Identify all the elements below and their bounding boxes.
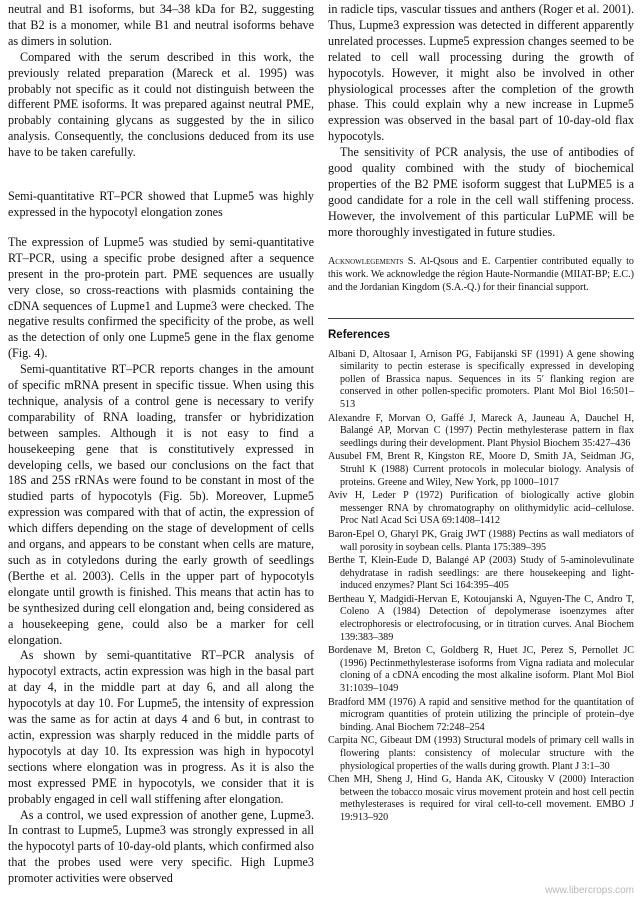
reference-item: Berthe T, Klein-Eude D, Balangé AP (2003) Study of 5-aminolevulinate dehydratase in radish seedlings: are there housekeeping and light-induced enzymes? Plant Sci 164:395–405	[328, 555, 634, 592]
paragraph: in radicle tips, vascular tissues and anthers (Roger et al. 2001). Thus, Lupme3 expression was detected in different apparently unrelated processes. Lupme5 expression changes seemed to be related to cell wall processing during the growth of hypocotyls. However, it might also be involved in other physiological processes after the completion of the growth phase. This could explain why a new increase in Lupme5 expression was observed in the basal part of 10-day-old flax hypocotyls.	[328, 2, 634, 144]
reference-item: Alexandre F, Morvan O, Gaffé J, Mareck A, Jauneau A, Dauchel H, Balangé AP, Morvan C (1997) Pectin methylesterase pattern in flax seedlings during their development. Plant Physiol Biochem 35:427–436	[328, 412, 634, 449]
section-subheading: Semi-quantitative RT–PCR showed that Lupme5 was highly expressed in the hypocotyl elongation zones	[8, 189, 314, 219]
paragraph: neutral and B1 isoforms, but 34–38 kDa for B2, suggesting that B2 is a monomer, while B1 and neutral isoforms behave as dimers in solution.	[8, 2, 314, 48]
reference-item: Albani D, Altosaar I, Arnison PG, Fabijanski SF (1991) A gene showing similarity to pectin esterase is specifically expressed in developing pollen of Brassica napus. Sequences in its 5′ flanking region are conserved in other pollen-specific promoters. Plant Mol Biol 16:501–513	[328, 348, 634, 410]
acknowledgements	[328, 255, 634, 294]
reference-list	[328, 349, 634, 825]
paragraph: As shown by semi-quantitative RT–PCR analysis of hypocotyl extracts, actin expression was high in the basal part at day 4, in the middle part at day 6, and all along the hypocotyls at day 10. For Lupme5, the intensity of expression was the same as for actin at days 4 and 6 but, in contrast to actin, expression was sharply reduced in the middle parts of hypocotyls at day 10. Its expression was high in hypocotyl sections where elongation was in progress. As it is also the most expressed PME in hypocotyls, we consider that it is probably engaged in cell wall stiffening after elongation.	[8, 648, 314, 806]
right-column	[328, 2, 634, 826]
reference-item: Ausubel FM, Brent R, Kingston RE, Moore D, Smith JA, Seidman JG, Struhl K (1988) Current protocols in molecular biology. Analysis of proteins. Greene and Wiley, New York, pp 1000–1017	[328, 451, 634, 488]
paragraph: The sensitivity of PCR analysis, the use of antibodies of good quality combined with the study of biochemical properties of the B2 PME isoform suggest that LuPME5 is a good candidate for a role in the cell wall stiffening process. However, the involvement of this particular LuPME will be more thoroughly investigated in future studies.	[328, 145, 634, 239]
reference-item: Bertheau Y, Madgidi-Hervan E, Kotoujanski A, Nguyen-The C, Andro T, Coleno A (1984) Detection of depolymerase isoenzymes after electrophoresis or electrofocusing, or in titration curves. Anal Biochem 139:383–389	[328, 593, 634, 643]
acknowledgements-heading: Acknowlegements	[328, 255, 404, 267]
left-column	[8, 2, 314, 887]
reference-item: Bradford MM (1976) A rapid and sensitive method for the quantitation of microgram quantities of protein utilizing the principle of protein–dye binding. Anal Biochem 72:248–254	[328, 696, 634, 733]
paragraph: As a control, we used expression of another gene, Lupme3. In contrast to Lupme5, Lupme3 was strongly expressed in all the hypocotyl parts of 10-day-old plants, which confirmed also that the probes used were very specific. High Lupme3 promoter activities were observed	[8, 807, 314, 886]
reference-item: Baron-Epel O, Gharyl PK, Graig JWT (1988) Pectins as wall mediators of wall porosity in soybean cells. Planta 175:389–395	[328, 528, 634, 553]
section-divider	[328, 318, 634, 319]
watermark: www.libercrops.com	[545, 885, 634, 896]
reference-item: Aviv H, Leder P (1972) Purification of biologically active globin messenger RNA by chromatography on olithymidylic acid–cellulose. Proc Natl Acad Sci USA 69:1408–1412	[328, 490, 634, 527]
paragraph: Compared with the serum described in this work, the previously related preparation (Mareck et al. 1995) was probably not specific as it could not distinguish between the different PME isoforms. It was prepared against neutral PME, probably containing glycans as suggested by the in silico analysis. Consequently, the conclusions deduced from its use have to be taken carefully.	[8, 49, 314, 160]
acknowledgements-text: S. Al-Qsous and E. Carpentier contributed equally to this work. We acknowledge the région Haute-Normandie (MIIAT-BP; E.C.) and the Jordanian Kingdom (S.A.-Q.) for their financial support.	[328, 255, 634, 293]
paragraph: The expression of Lupme5 was studied by semi-quantitative RT–PCR, using a specific probe designed after a sequence present in the pro-protein part. PME sequences are usually very close, so cross-reactions with plasmids containing the cDNA sequences of Lupme1 and Lupme3 were checked. The negative results confirmed the specificity of the probe, as well as the detection of only one Lupme5 gene in the flax genome (Fig. 4).	[8, 234, 314, 361]
reference-item: Carpita NC, Gibeaut DM (1993) Structural models of primary cell walls in flowering plants: consistency of molecular structure with the physiological properties of the walls during growth. Plant J 3:1–30	[328, 735, 634, 772]
reference-item: Chen MH, Sheng J, Hind G, Handa AK, Citousky V (2000) Interaction between the tobacco mosaic virus movement protein and host cell pectin methylesterases is required for viral cell-to-cell movement. EMBO J 19:913–920	[328, 774, 634, 823]
paragraph: Semi-quantitative RT–PCR reports changes in the amount of specific mRNA present in specific tissue. When using this technique, analysis of a control gene is necessary to verify comparability of RNA loading, transfer or hybridization between samples. Although it is not easy to find a housekeeping gene that is constitutively expressed in developing cells, we based our conclusions on the fact that 18S and 25S rRNAs were found to be constant in most of the studied parts of hypocotyls (Fig. 5b). Moreover, Lupme5 expression was compared with that of actin, the expression of which differs depending on the stage of development of cells and organs, and appears to be constant when cells are mature, such as in cotyledons during the early growth of seedlings (Berthe et al. 2003). Cells in the upper part of hypocotyls elongate until growth is finished. This means that actin has to be synthesized during cell elongation and, being considered as a housekeeping gene, could also be a marker for cell elongation.	[8, 362, 314, 647]
reference-item: Bordenave M, Breton C, Goldberg R, Huet JC, Perez S, Pernollet JC (1996) Pectinmethylesterase isoforms from Vigna radiata and molecular cloning of a cDNA encoding the most alkaline isoform. Plant Mol Biol 31:1039–1049	[328, 645, 634, 695]
references-heading: References	[328, 328, 391, 341]
